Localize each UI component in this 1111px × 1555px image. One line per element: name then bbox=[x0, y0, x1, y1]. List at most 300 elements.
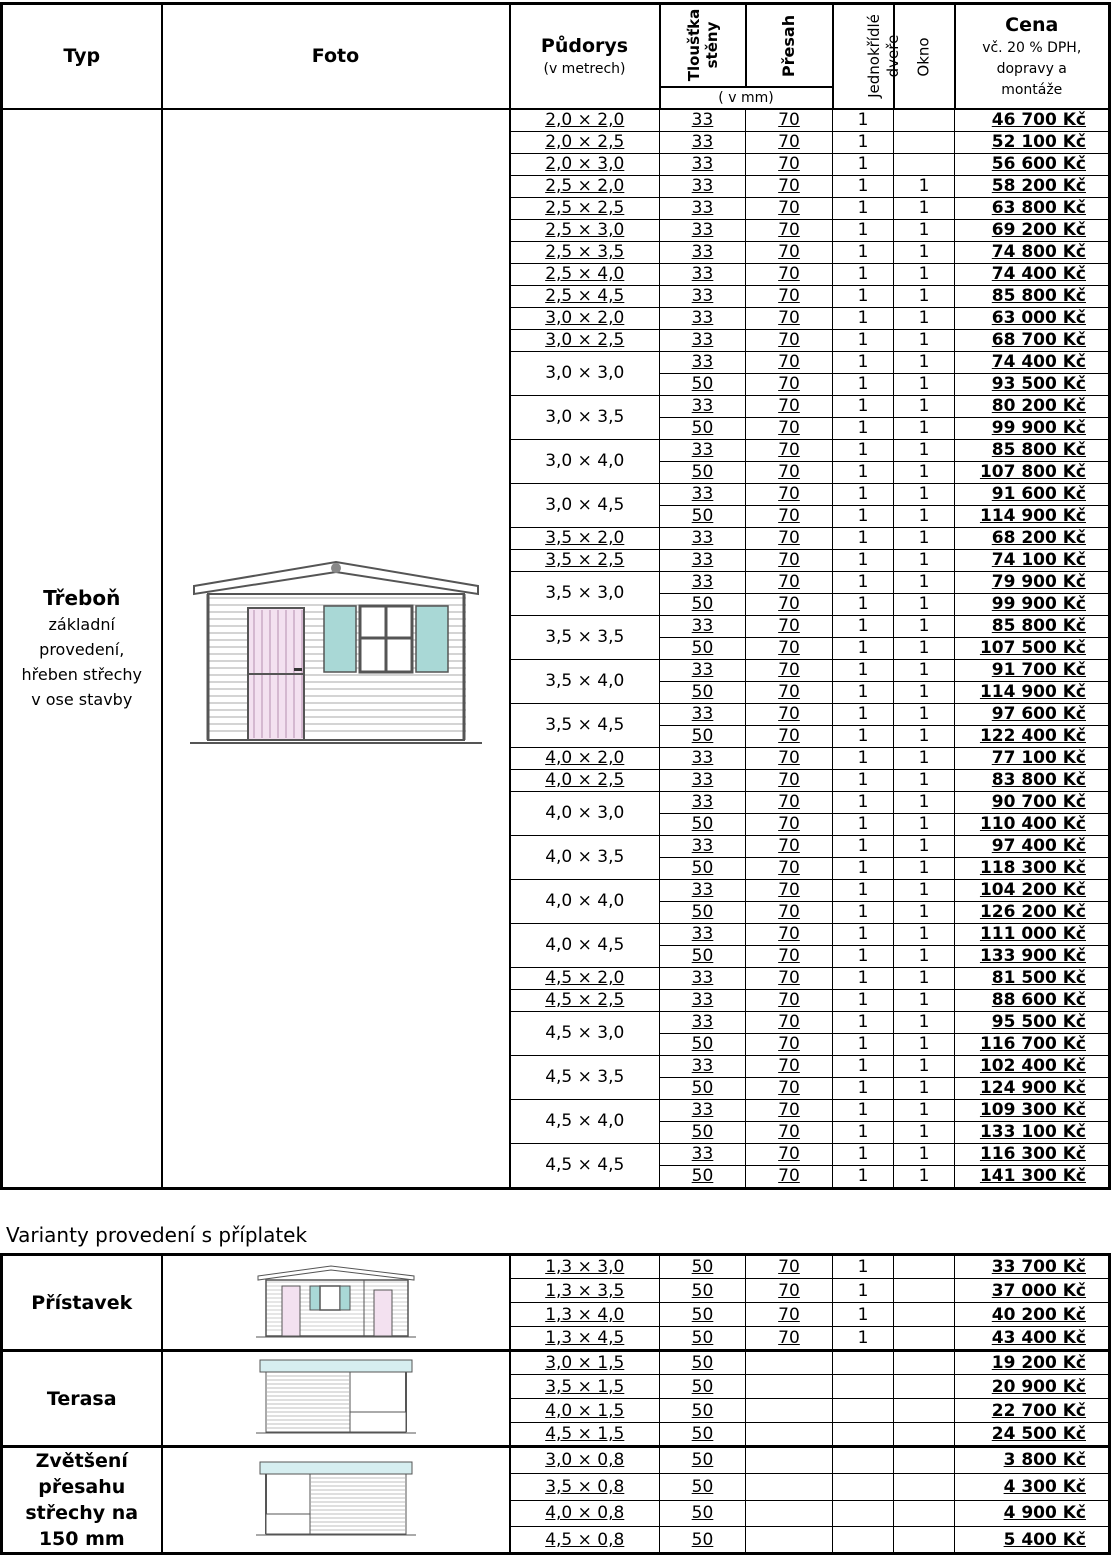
size-cell: 2,5 × 4,0 bbox=[510, 263, 660, 285]
thickness-cell: 33 bbox=[660, 219, 746, 241]
overhang-cell: 70 bbox=[746, 109, 833, 132]
variant-name: Zvětšení přesahu střechy na 150 mm bbox=[25, 1450, 139, 1550]
size-cell: 4,5 × 2,5 bbox=[510, 989, 660, 1011]
thickness-cell: 50 bbox=[660, 1423, 746, 1447]
door-cell: 1 bbox=[833, 1143, 894, 1165]
thickness-cell: 33 bbox=[660, 747, 746, 769]
price-cell: 95 500 Kč bbox=[955, 1011, 1110, 1033]
window-cell: 1 bbox=[894, 307, 955, 329]
header-unit: ( v mm) bbox=[660, 87, 833, 109]
window-cell: 1 bbox=[894, 263, 955, 285]
size-cell: 3,0 × 4,0 bbox=[510, 439, 660, 483]
size-cell: 3,5 × 1,5 bbox=[510, 1375, 660, 1399]
door-cell bbox=[833, 1527, 894, 1554]
thickness-cell: 33 bbox=[660, 703, 746, 725]
door-cell: 1 bbox=[833, 395, 894, 417]
door-cell: 1 bbox=[833, 593, 894, 615]
overhang-cell: 70 bbox=[746, 417, 833, 439]
overhang-cell: 70 bbox=[746, 351, 833, 373]
price-cell: 43 400 Kč bbox=[955, 1327, 1110, 1351]
thickness-cell: 50 bbox=[660, 1351, 746, 1375]
overhang-cell: 70 bbox=[746, 967, 833, 989]
window-cell: 1 bbox=[894, 329, 955, 351]
size-cell: 2,0 × 3,0 bbox=[510, 153, 660, 175]
overhang-cell: 70 bbox=[746, 285, 833, 307]
overhang-cell: 70 bbox=[746, 791, 833, 813]
size-cell: 2,5 × 3,5 bbox=[510, 241, 660, 263]
overhang-cell bbox=[746, 1473, 833, 1500]
thickness-cell: 50 bbox=[660, 1255, 746, 1279]
overhang-cell: 70 bbox=[746, 461, 833, 483]
thickness-cell: 33 bbox=[660, 615, 746, 637]
overhang-cell: 70 bbox=[746, 835, 833, 857]
size-cell: 3,0 × 0,8 bbox=[510, 1447, 660, 1474]
door-cell: 1 bbox=[833, 1033, 894, 1055]
overhang-cell: 70 bbox=[746, 527, 833, 549]
window-cell bbox=[894, 1255, 955, 1279]
size-cell: 4,0 × 3,5 bbox=[510, 835, 660, 879]
price-cell: 88 600 Kč bbox=[955, 989, 1110, 1011]
size-cell: 4,5 × 1,5 bbox=[510, 1423, 660, 1447]
door-cell: 1 bbox=[833, 813, 894, 835]
price-cell: 56 600 Kč bbox=[955, 153, 1110, 175]
variant-type-cell bbox=[2, 1351, 162, 1447]
window-cell: 1 bbox=[894, 725, 955, 747]
type-cell-trebon bbox=[2, 109, 162, 1189]
door-cell: 1 bbox=[833, 131, 894, 153]
overhang-cell: 70 bbox=[746, 989, 833, 1011]
price-cell: 99 900 Kč bbox=[955, 417, 1110, 439]
overhang-cell: 70 bbox=[746, 615, 833, 637]
window-cell bbox=[894, 1473, 955, 1500]
thickness-cell: 33 bbox=[660, 329, 746, 351]
window-cell bbox=[894, 131, 955, 153]
overhang-cell: 70 bbox=[746, 549, 833, 571]
door-cell: 1 bbox=[833, 1303, 894, 1327]
window-cell: 1 bbox=[894, 835, 955, 857]
overhang-cell: 70 bbox=[746, 703, 833, 725]
header-okno: Okno bbox=[894, 4, 955, 109]
thickness-cell: 33 bbox=[660, 659, 746, 681]
door-cell: 1 bbox=[833, 329, 894, 351]
price-cell: 24 500 Kč bbox=[955, 1423, 1110, 1447]
door-cell: 1 bbox=[833, 1011, 894, 1033]
price-cell: 22 700 Kč bbox=[955, 1399, 1110, 1423]
price-cell: 133 100 Kč bbox=[955, 1121, 1110, 1143]
price-cell: 141 300 Kč bbox=[955, 1165, 1110, 1188]
price-cell: 91 700 Kč bbox=[955, 659, 1110, 681]
thickness-cell: 50 bbox=[660, 417, 746, 439]
door-cell: 1 bbox=[833, 285, 894, 307]
door-cell: 1 bbox=[833, 1255, 894, 1279]
window-cell: 1 bbox=[894, 681, 955, 703]
overhang-cell bbox=[746, 1351, 833, 1375]
window-cell bbox=[894, 1447, 955, 1474]
price-cell: 74 400 Kč bbox=[955, 263, 1110, 285]
thickness-cell: 50 bbox=[660, 901, 746, 923]
door-cell: 1 bbox=[833, 989, 894, 1011]
door-cell bbox=[833, 1447, 894, 1474]
window-cell: 1 bbox=[894, 549, 955, 571]
header-tloustka: Tloušťka stěny bbox=[660, 4, 746, 87]
price-cell: 118 300 Kč bbox=[955, 857, 1110, 879]
door-cell: 1 bbox=[833, 175, 894, 197]
overhang-cell: 70 bbox=[746, 505, 833, 527]
door-cell: 1 bbox=[833, 373, 894, 395]
overhang-cell: 70 bbox=[746, 1077, 833, 1099]
window-cell bbox=[894, 1500, 955, 1527]
door-cell: 1 bbox=[833, 109, 894, 132]
window-cell: 1 bbox=[894, 351, 955, 373]
size-cell: 4,0 × 2,5 bbox=[510, 769, 660, 791]
thickness-cell: 33 bbox=[660, 549, 746, 571]
garden-house-drawing-icon bbox=[190, 546, 482, 746]
price-cell: 46 700 Kč bbox=[955, 109, 1110, 132]
thickness-cell: 33 bbox=[660, 1143, 746, 1165]
thickness-cell: 50 bbox=[660, 1447, 746, 1474]
photo-cell bbox=[162, 109, 510, 1189]
thickness-cell: 33 bbox=[660, 989, 746, 1011]
price-cell: 85 800 Kč bbox=[955, 615, 1110, 637]
door-cell: 1 bbox=[833, 1099, 894, 1121]
variant-type-cell bbox=[2, 1447, 162, 1554]
overhang-cell: 70 bbox=[746, 1121, 833, 1143]
size-cell: 3,5 × 0,8 bbox=[510, 1473, 660, 1500]
door-cell: 1 bbox=[833, 549, 894, 571]
overhang-cell: 70 bbox=[746, 219, 833, 241]
price-cell: 91 600 Kč bbox=[955, 483, 1110, 505]
door-cell: 1 bbox=[833, 153, 894, 175]
door-cell: 1 bbox=[833, 725, 894, 747]
size-cell: 2,0 × 2,0 bbox=[510, 109, 660, 132]
thickness-cell: 33 bbox=[660, 307, 746, 329]
overhang-cell: 70 bbox=[746, 1143, 833, 1165]
window-cell: 1 bbox=[894, 571, 955, 593]
window-cell bbox=[894, 1423, 955, 1447]
thickness-cell: 50 bbox=[660, 1303, 746, 1327]
window-cell: 1 bbox=[894, 615, 955, 637]
price-cell: 133 900 Kč bbox=[955, 945, 1110, 967]
door-cell: 1 bbox=[833, 769, 894, 791]
size-cell: 1,3 × 3,0 bbox=[510, 1255, 660, 1279]
window-cell: 1 bbox=[894, 175, 955, 197]
window-cell: 1 bbox=[894, 703, 955, 725]
window-cell: 1 bbox=[894, 527, 955, 549]
window-cell: 1 bbox=[894, 1099, 955, 1121]
overhang-cell: 70 bbox=[746, 483, 833, 505]
thickness-cell: 33 bbox=[660, 483, 746, 505]
price-cell: 37 000 Kč bbox=[955, 1279, 1110, 1303]
price-cell: 99 900 Kč bbox=[955, 593, 1110, 615]
price-cell: 85 800 Kč bbox=[955, 439, 1110, 461]
thickness-cell: 50 bbox=[660, 1500, 746, 1527]
door-cell: 1 bbox=[833, 901, 894, 923]
overhang-cell bbox=[746, 1375, 833, 1399]
size-cell: 4,0 × 2,0 bbox=[510, 747, 660, 769]
window-cell: 1 bbox=[894, 417, 955, 439]
window-cell: 1 bbox=[894, 813, 955, 835]
window-cell: 1 bbox=[894, 769, 955, 791]
size-cell: 4,5 × 4,5 bbox=[510, 1143, 660, 1188]
size-cell: 4,5 × 2,0 bbox=[510, 967, 660, 989]
thickness-cell: 33 bbox=[660, 527, 746, 549]
overhang-cell bbox=[746, 1423, 833, 1447]
overhang-cell: 70 bbox=[746, 307, 833, 329]
window-cell: 1 bbox=[894, 791, 955, 813]
window-cell bbox=[894, 1375, 955, 1399]
thickness-cell: 33 bbox=[660, 153, 746, 175]
overhang-cell: 70 bbox=[746, 263, 833, 285]
price-cell: 124 900 Kč bbox=[955, 1077, 1110, 1099]
size-cell: 4,5 × 3,0 bbox=[510, 1011, 660, 1055]
window-cell: 1 bbox=[894, 505, 955, 527]
overhang-cell bbox=[746, 1399, 833, 1423]
variant-name: Přístavek bbox=[31, 1291, 133, 1314]
price-cell: 20 900 Kč bbox=[955, 1375, 1110, 1399]
window-cell: 1 bbox=[894, 373, 955, 395]
door-cell: 1 bbox=[833, 1165, 894, 1188]
overhang-cell: 70 bbox=[746, 857, 833, 879]
window-cell: 1 bbox=[894, 197, 955, 219]
overhang-cell: 70 bbox=[746, 769, 833, 791]
price-cell: 33 700 Kč bbox=[955, 1255, 1110, 1279]
overhang-cell: 70 bbox=[746, 901, 833, 923]
size-cell: 3,5 × 2,5 bbox=[510, 549, 660, 571]
thickness-cell: 50 bbox=[660, 1527, 746, 1554]
size-cell: 4,0 × 3,0 bbox=[510, 791, 660, 835]
size-cell: 3,5 × 3,5 bbox=[510, 615, 660, 659]
door-cell: 1 bbox=[833, 439, 894, 461]
size-cell: 2,5 × 4,5 bbox=[510, 285, 660, 307]
door-cell: 1 bbox=[833, 879, 894, 901]
door-cell: 1 bbox=[833, 1121, 894, 1143]
roof-overhang-drawing-icon bbox=[256, 1458, 416, 1538]
variants-label: Varianty provedení s příplatek bbox=[6, 1223, 308, 1247]
thickness-cell: 50 bbox=[660, 1077, 746, 1099]
overhang-cell: 70 bbox=[746, 747, 833, 769]
price-cell: 97 600 Kč bbox=[955, 703, 1110, 725]
size-cell: 3,5 × 2,0 bbox=[510, 527, 660, 549]
door-cell bbox=[833, 1399, 894, 1423]
door-cell: 1 bbox=[833, 703, 894, 725]
thickness-cell: 50 bbox=[660, 945, 746, 967]
price-cell: 83 800 Kč bbox=[955, 769, 1110, 791]
price-table-main bbox=[0, 2, 1111, 1190]
overhang-cell: 70 bbox=[746, 131, 833, 153]
size-cell: 1,3 × 3,5 bbox=[510, 1279, 660, 1303]
size-cell: 1,3 × 4,5 bbox=[510, 1327, 660, 1351]
window-cell: 1 bbox=[894, 1143, 955, 1165]
price-cell: 93 500 Kč bbox=[955, 373, 1110, 395]
door-cell: 1 bbox=[833, 747, 894, 769]
thickness-cell: 50 bbox=[660, 1375, 746, 1399]
window-cell: 1 bbox=[894, 637, 955, 659]
thickness-cell: 33 bbox=[660, 351, 746, 373]
size-cell: 2,5 × 3,0 bbox=[510, 219, 660, 241]
window-cell: 1 bbox=[894, 857, 955, 879]
type-desc: provedení, bbox=[39, 640, 125, 659]
overhang-cell: 70 bbox=[746, 813, 833, 835]
price-cell: 97 400 Kč bbox=[955, 835, 1110, 857]
thickness-cell: 50 bbox=[660, 461, 746, 483]
price-cell: 80 200 Kč bbox=[955, 395, 1110, 417]
door-cell: 1 bbox=[833, 1055, 894, 1077]
window-cell: 1 bbox=[894, 747, 955, 769]
table-row bbox=[2, 1447, 1110, 1474]
size-cell: 3,0 × 4,5 bbox=[510, 483, 660, 527]
price-cell: 110 400 Kč bbox=[955, 813, 1110, 835]
window-cell: 1 bbox=[894, 461, 955, 483]
thickness-cell: 50 bbox=[660, 725, 746, 747]
door-cell: 1 bbox=[833, 681, 894, 703]
thickness-cell: 33 bbox=[660, 109, 746, 132]
overhang-cell: 70 bbox=[746, 175, 833, 197]
thickness-cell: 50 bbox=[660, 1473, 746, 1500]
door-cell: 1 bbox=[833, 571, 894, 593]
door-cell: 1 bbox=[833, 197, 894, 219]
price-cell: 74 800 Kč bbox=[955, 241, 1110, 263]
price-cell: 102 400 Kč bbox=[955, 1055, 1110, 1077]
thickness-cell: 50 bbox=[660, 1399, 746, 1423]
door-cell: 1 bbox=[833, 791, 894, 813]
thickness-cell: 33 bbox=[660, 967, 746, 989]
size-cell: 3,0 × 1,5 bbox=[510, 1351, 660, 1375]
door-cell: 1 bbox=[833, 1279, 894, 1303]
door-cell: 1 bbox=[833, 659, 894, 681]
price-cell: 85 800 Kč bbox=[955, 285, 1110, 307]
thickness-cell: 33 bbox=[660, 835, 746, 857]
overhang-cell: 70 bbox=[746, 395, 833, 417]
door-cell bbox=[833, 1423, 894, 1447]
window-cell bbox=[894, 1527, 955, 1554]
price-cell: 68 700 Kč bbox=[955, 329, 1110, 351]
window-cell: 1 bbox=[894, 285, 955, 307]
window-cell: 1 bbox=[894, 1077, 955, 1099]
price-cell: 122 400 Kč bbox=[955, 725, 1110, 747]
door-cell: 1 bbox=[833, 945, 894, 967]
header-cena: Cena vč. 20 % DPH, dopravy a montáže bbox=[955, 4, 1110, 109]
price-cell: 74 400 Kč bbox=[955, 351, 1110, 373]
overhang-cell: 70 bbox=[746, 1011, 833, 1033]
window-cell: 1 bbox=[894, 879, 955, 901]
door-cell bbox=[833, 1473, 894, 1500]
size-cell: 3,0 × 2,5 bbox=[510, 329, 660, 351]
header-presah: Přesah bbox=[746, 4, 833, 87]
size-cell: 4,0 × 1,5 bbox=[510, 1399, 660, 1423]
door-cell: 1 bbox=[833, 615, 894, 637]
type-name: Třeboň bbox=[43, 586, 121, 610]
thickness-cell: 50 bbox=[660, 637, 746, 659]
thickness-cell: 50 bbox=[660, 857, 746, 879]
header-foto: Foto bbox=[162, 4, 510, 109]
price-cell: 126 200 Kč bbox=[955, 901, 1110, 923]
overhang-cell: 70 bbox=[746, 659, 833, 681]
price-cell: 107 500 Kč bbox=[955, 637, 1110, 659]
window-cell bbox=[894, 1327, 955, 1351]
door-cell: 1 bbox=[833, 637, 894, 659]
overhang-cell: 70 bbox=[746, 1303, 833, 1327]
overhang-cell: 70 bbox=[746, 1055, 833, 1077]
overhang-cell: 70 bbox=[746, 439, 833, 461]
overhang-cell: 70 bbox=[746, 1255, 833, 1279]
price-cell: 107 800 Kč bbox=[955, 461, 1110, 483]
size-cell: 3,5 × 4,0 bbox=[510, 659, 660, 703]
overhang-cell: 70 bbox=[746, 879, 833, 901]
annex-drawing-icon bbox=[256, 1262, 416, 1338]
overhang-cell: 70 bbox=[746, 373, 833, 395]
thickness-cell: 33 bbox=[660, 197, 746, 219]
window-cell: 1 bbox=[894, 967, 955, 989]
table-row bbox=[2, 1255, 1110, 1279]
variant-photo-cell bbox=[162, 1351, 510, 1447]
size-cell: 4,0 × 4,5 bbox=[510, 923, 660, 967]
thickness-cell: 33 bbox=[660, 263, 746, 285]
size-cell: 3,0 × 3,5 bbox=[510, 395, 660, 439]
price-cell: 116 300 Kč bbox=[955, 1143, 1110, 1165]
window-cell: 1 bbox=[894, 945, 955, 967]
size-cell: 3,0 × 3,0 bbox=[510, 351, 660, 395]
door-cell: 1 bbox=[833, 307, 894, 329]
thickness-cell: 33 bbox=[660, 1099, 746, 1121]
thickness-cell: 33 bbox=[660, 175, 746, 197]
thickness-cell: 50 bbox=[660, 1165, 746, 1188]
window-cell: 1 bbox=[894, 1121, 955, 1143]
window-cell bbox=[894, 1399, 955, 1423]
window-cell: 1 bbox=[894, 593, 955, 615]
table-row bbox=[2, 109, 1110, 132]
door-cell: 1 bbox=[833, 1327, 894, 1351]
thickness-cell: 33 bbox=[660, 791, 746, 813]
overhang-cell: 70 bbox=[746, 571, 833, 593]
window-cell: 1 bbox=[894, 1011, 955, 1033]
size-cell: 4,5 × 4,0 bbox=[510, 1099, 660, 1143]
price-cell: 111 000 Kč bbox=[955, 923, 1110, 945]
price-cell: 104 200 Kč bbox=[955, 879, 1110, 901]
price-cell: 63 000 Kč bbox=[955, 307, 1110, 329]
thickness-cell: 50 bbox=[660, 681, 746, 703]
thickness-cell: 50 bbox=[660, 593, 746, 615]
size-cell: 3,0 × 2,0 bbox=[510, 307, 660, 329]
door-cell: 1 bbox=[833, 351, 894, 373]
thickness-cell: 33 bbox=[660, 131, 746, 153]
price-cell: 90 700 Kč bbox=[955, 791, 1110, 813]
price-cell: 74 100 Kč bbox=[955, 549, 1110, 571]
size-cell: 3,5 × 4,5 bbox=[510, 703, 660, 747]
price-cell: 52 100 Kč bbox=[955, 131, 1110, 153]
size-cell: 2,5 × 2,5 bbox=[510, 197, 660, 219]
price-cell: 81 500 Kč bbox=[955, 967, 1110, 989]
overhang-cell: 70 bbox=[746, 1327, 833, 1351]
window-cell: 1 bbox=[894, 1165, 955, 1188]
window-cell bbox=[894, 153, 955, 175]
price-cell: 116 700 Kč bbox=[955, 1033, 1110, 1055]
overhang-cell: 70 bbox=[746, 1279, 833, 1303]
door-cell: 1 bbox=[833, 417, 894, 439]
variant-type-cell bbox=[2, 1255, 162, 1351]
overhang-cell: 70 bbox=[746, 1165, 833, 1188]
window-cell bbox=[894, 1279, 955, 1303]
thickness-cell: 33 bbox=[660, 923, 746, 945]
price-cell: 63 800 Kč bbox=[955, 197, 1110, 219]
thickness-cell: 33 bbox=[660, 769, 746, 791]
door-cell: 1 bbox=[833, 527, 894, 549]
price-cell: 69 200 Kč bbox=[955, 219, 1110, 241]
window-cell bbox=[894, 1351, 955, 1375]
price-cell: 5 400 Kč bbox=[955, 1527, 1110, 1554]
thickness-cell: 50 bbox=[660, 1279, 746, 1303]
size-cell: 2,5 × 2,0 bbox=[510, 175, 660, 197]
table-row bbox=[2, 1351, 1110, 1375]
